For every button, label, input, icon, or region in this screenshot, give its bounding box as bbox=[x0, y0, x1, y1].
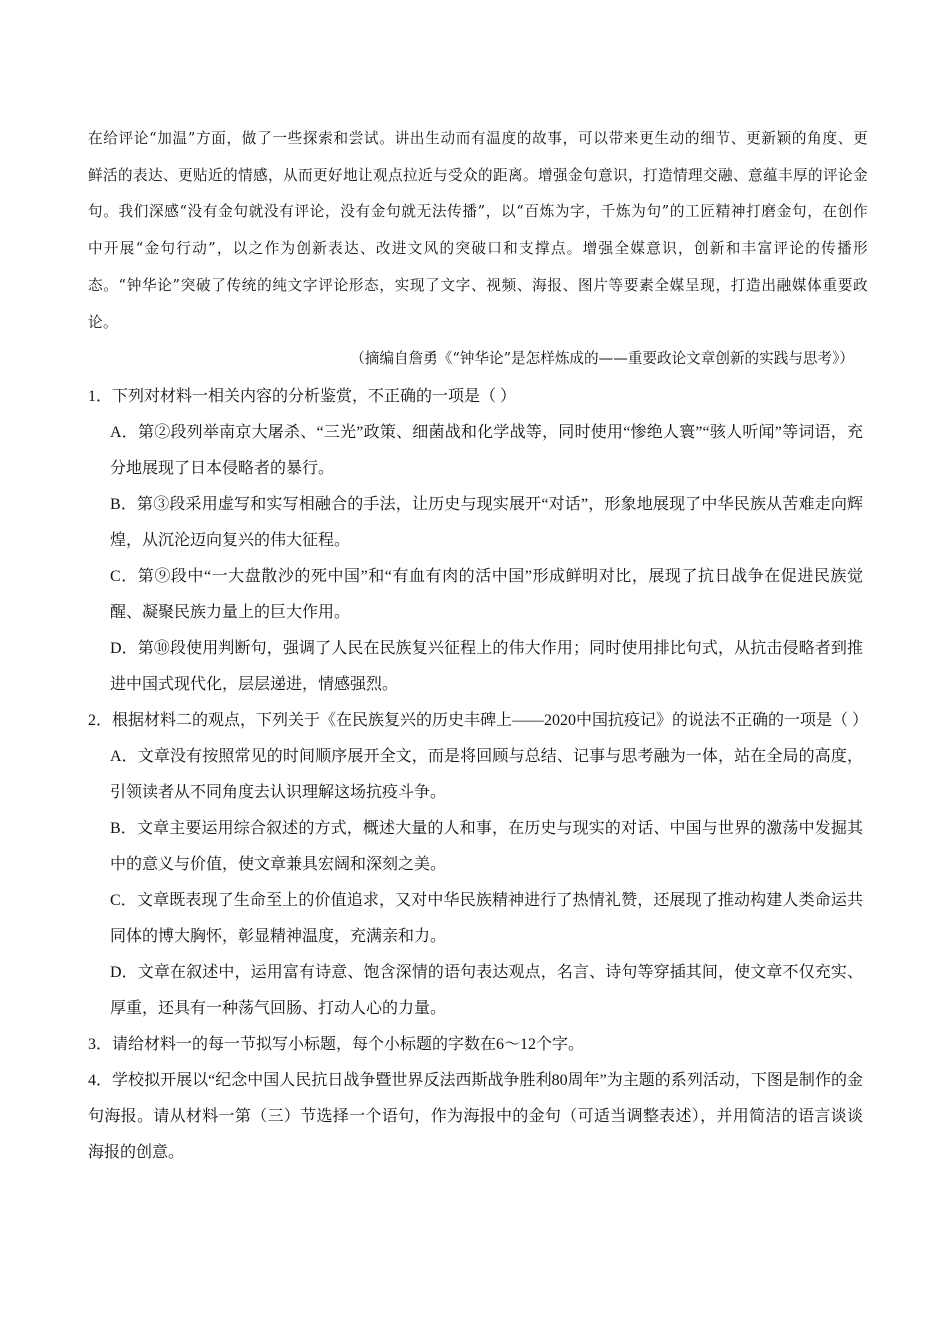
option-c: C．第⑨段中“一大盘散沙的死中国”和“有血有肉的活中国”形成鲜明对比，展现了抗日战争在促进民族觉醒、凝聚民族力量上的巨大作用。 bbox=[110, 568, 863, 621]
option-b: B．第③段采用虚写和实写相融合的手法，让历史与现实展开“对话”，形象地展现了中华民族从苦难走向辉煌，从沉沦迈向复兴的伟大征程。 bbox=[110, 496, 863, 549]
question-3 bbox=[88, 1027, 863, 1063]
option-a: A．文章没有按照常见的时间顺序展开全文，而是将回顾与总结、记事与思考融为一体，站在全局的高度，引领读者从不同角度去认识理解这场抗疫斗争。 bbox=[110, 748, 863, 801]
option-a: A．第②段列举南京大屠杀、“三光”政策、细菌战和化学战等，同时使用“惨绝人寰”“骇人听闻”等词语，充分地展现了日本侵略者的暴行。 bbox=[110, 424, 863, 477]
question-1 bbox=[88, 379, 863, 703]
question-stem: 1．下列对材料一相关内容的分析鉴赏，不正确的一项是（ ） bbox=[88, 388, 517, 405]
passage-source-citation: （摘编自詹勇《“钟华论”是怎样炼成的——重要政论文章创新的实践与思考》） bbox=[350, 350, 854, 367]
option-b: B．文章主要运用综合叙述的方式，概述大量的人和事，在历史与现实的对话、中国与世界的激荡中发掘其中的意义与价值，使文章兼具宏阔和深刻之美。 bbox=[110, 820, 863, 873]
question-stem: 4．学校拟开展以“纪念中国人民抗日战争暨世界反法西斯战争胜利80周年”为主题的系列活动，下图是制作的金句海报。请从材料一第（三）节选择一个语句，作为海报中的金句（可适当调整表述），并用简洁的语言谈谈海报的创意。 bbox=[88, 1072, 863, 1161]
question-stem: 2．根据材料二的观点，下列关于《在民族复兴的历史丰碑上——2020中国抗疫记》的说法不正确的一项是（ ） bbox=[88, 712, 869, 729]
passage-paragraph: 在给评论“加温”方面，做了一些探索和尝试。讲出生动而有温度的故事，可以带来更生动的细节、更新颖的角度、更鲜活的表达、更贴近的情感，从而更好地让观点拉近与受众的距离。增强金句意识，打造情理交融、意蕴丰厚的评论金句。我们深感“没有金句就没有评论，没有金句就无法传播”，以“百炼为字，千炼为句”的工匠精神打磨金句，在创作中开展“金句行动”，以之作为创新表达、改进文风的突破口和支撑点。增强全媒意识，创新和丰富评论的传播形态。“钟华论”突破了传统的纯文字评论形态，实现了文字、视频、海报、图片等要素全媒呈现，打造出融媒体重要政论。 bbox=[88, 130, 868, 331]
option-d: D．文章在叙述中，运用富有诗意、饱含深情的语句表达观点，名言、诗句等穿插其间，使文章不仅充实、厚重，还具有一种荡气回肠、打动人心的力量。 bbox=[110, 964, 863, 1017]
option-d: D．第⑩段使用判断句，强调了人民在民族复兴征程上的伟大作用；同时使用排比句式，从抗击侵略者到推进中国式现代化，层层递进，情感强烈。 bbox=[110, 640, 863, 693]
option-c: C．文章既表现了生命至上的价值追求，又对中华民族精神进行了热情礼赞，还展现了推动构建人类命运共同体的博大胸怀，彰显精神温度，充满亲和力。 bbox=[110, 892, 863, 945]
question-4 bbox=[88, 1063, 863, 1171]
question-list bbox=[88, 379, 869, 1171]
passage-excerpt bbox=[88, 121, 868, 341]
question-2 bbox=[88, 703, 869, 1027]
question-stem: 3．请给材料一的每一节拟写小标题，每个小标题的字数在6～12个字。 bbox=[88, 1036, 585, 1053]
